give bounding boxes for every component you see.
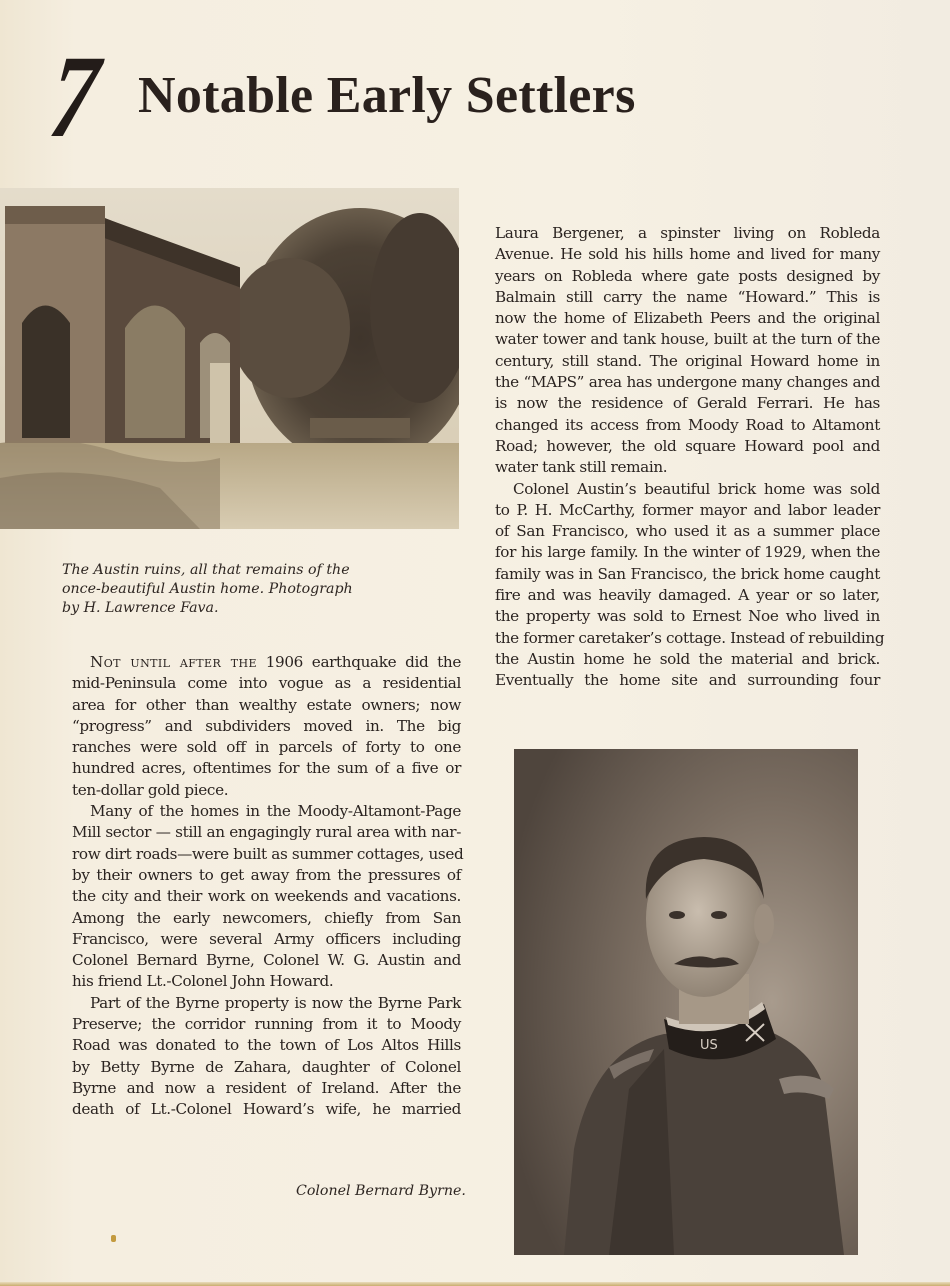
text-line: years on Robleda where gate posts designed by: [495, 266, 880, 285]
chapter-number: 7: [44, 31, 105, 162]
collar-insignia: US: [700, 1038, 718, 1053]
text-line: Preserve; the corridor running from it to Moody: [72, 1015, 461, 1034]
caption-line: by H. Lawrence Fava.: [62, 600, 219, 616]
text-line: by their owners to get away from the pressures of: [72, 865, 461, 884]
austin-ruins-photo: [0, 188, 459, 529]
colonel-byrne-caption: Colonel Bernard Byrne.: [296, 1183, 466, 1199]
text-line: Byrne and now a resident of Ireland. After the: [72, 1078, 461, 1097]
text-line: ten-dollar gold piece.: [72, 780, 229, 799]
text-line: Among the early newcomers, chiefly from San: [72, 908, 461, 927]
text-line: of San Francisco, who used it as a summer place: [495, 522, 880, 541]
text-line-content: 1906 earthquake did the: [256, 653, 461, 671]
austin-ruins-photo-image: [0, 188, 459, 529]
text-line: family was in San Francisco, the brick home caught: [495, 564, 880, 583]
text-line: Part of the Byrne property is now the Byrne Park: [90, 993, 461, 1012]
text-line: the “MAPS” area has undergone many changes and: [495, 373, 880, 392]
text-line: ranches were sold off in parcels of forty to one: [72, 738, 461, 757]
text-line: Colonel Austin’s beautiful brick home was sold: [513, 479, 880, 498]
text-line: Mill sector — still an engagingly rural area with nar-: [72, 823, 461, 842]
body-text-left-column: [72, 652, 464, 1121]
text-line: Francisco, were several Army officers including: [72, 929, 461, 948]
caption-line: once-beautiful Austin home. Photograph: [62, 581, 353, 597]
text-line: century, still stand. The original Howard home in: [495, 351, 880, 370]
text-line: water tank still remain.: [495, 458, 668, 477]
page-blemish: [111, 1235, 116, 1242]
text-line: Colonel Bernard Byrne, Colonel W. G. Austin and: [72, 951, 461, 970]
text-line: Many of the homes in the Moody-Altamont-Page: [90, 802, 461, 821]
text-line: water tower and tank house, built at the turn of the: [495, 330, 880, 349]
text-line: Eventually the home site and surrounding four: [495, 671, 880, 690]
caption-line: The Austin ruins, all that remains of the: [62, 562, 350, 578]
lead-in-smallcaps: Not until after the: [90, 653, 257, 671]
chapter-title: Notable Early Settlers: [138, 67, 636, 124]
text-line: the former caretaker’s cottage. Instead of rebuilding: [495, 628, 885, 647]
text-line: row dirt roads—were built as summer cottages, used: [72, 844, 464, 863]
text-line: the city and their work on weekends and vacations.: [72, 887, 461, 906]
text-line: for his large family. In the winter of 1929, when the: [495, 543, 880, 562]
text-line: the Austin home he sold the material and brick.: [495, 649, 880, 668]
text-line: changed its access from Moody Road to Altamont: [495, 415, 880, 434]
text-line: fire and was heavily damaged. A year or so later,: [495, 586, 880, 605]
text-line: hundred acres, oftentimes for the sum of a five or: [72, 759, 461, 778]
body-text-right-column: [495, 223, 885, 692]
text-line: Laura Bergener, a spinster living on Robleda: [495, 224, 880, 242]
text-line: Balmain still carry the name “Howard.” This is: [495, 287, 880, 306]
text-line: area for other than wealthy estate owners; now: [72, 695, 461, 714]
text-line: the property was sold to Ernest Noe who lived in: [495, 607, 880, 626]
text-line: Road; however, the old square Howard pool and: [495, 436, 880, 455]
text-line: now the home of Elizabeth Peers and the original: [495, 309, 880, 328]
text-line: is now the residence of Gerald Ferrari. He has: [495, 394, 880, 413]
text-line: his friend Lt.-Colonel John Howard.: [72, 972, 334, 991]
text-line: Avenue. He sold his hills home and lived for many: [495, 245, 880, 264]
austin-ruins-caption: [62, 561, 382, 618]
colonel-byrne-portrait-image: [514, 749, 858, 1255]
text-line: by Betty Byrne de Zahara, daughter of Colonel: [72, 1057, 461, 1076]
page-edge: [0, 1282, 950, 1286]
text-line: [72, 652, 461, 673]
text-line: to P. H. McCarthy, former mayor and labor leader: [495, 500, 880, 519]
text-line: death of Lt.-Colonel Howard’s wife, he married: [72, 1100, 461, 1119]
text-line: Road was donated to the town of Los Altos Hills: [72, 1036, 461, 1055]
text-line: mid-Peninsula come into vogue as a residential: [72, 674, 461, 693]
colonel-byrne-portrait: [514, 749, 858, 1255]
text-line: “progress” and subdividers moved in. The big: [72, 716, 461, 735]
